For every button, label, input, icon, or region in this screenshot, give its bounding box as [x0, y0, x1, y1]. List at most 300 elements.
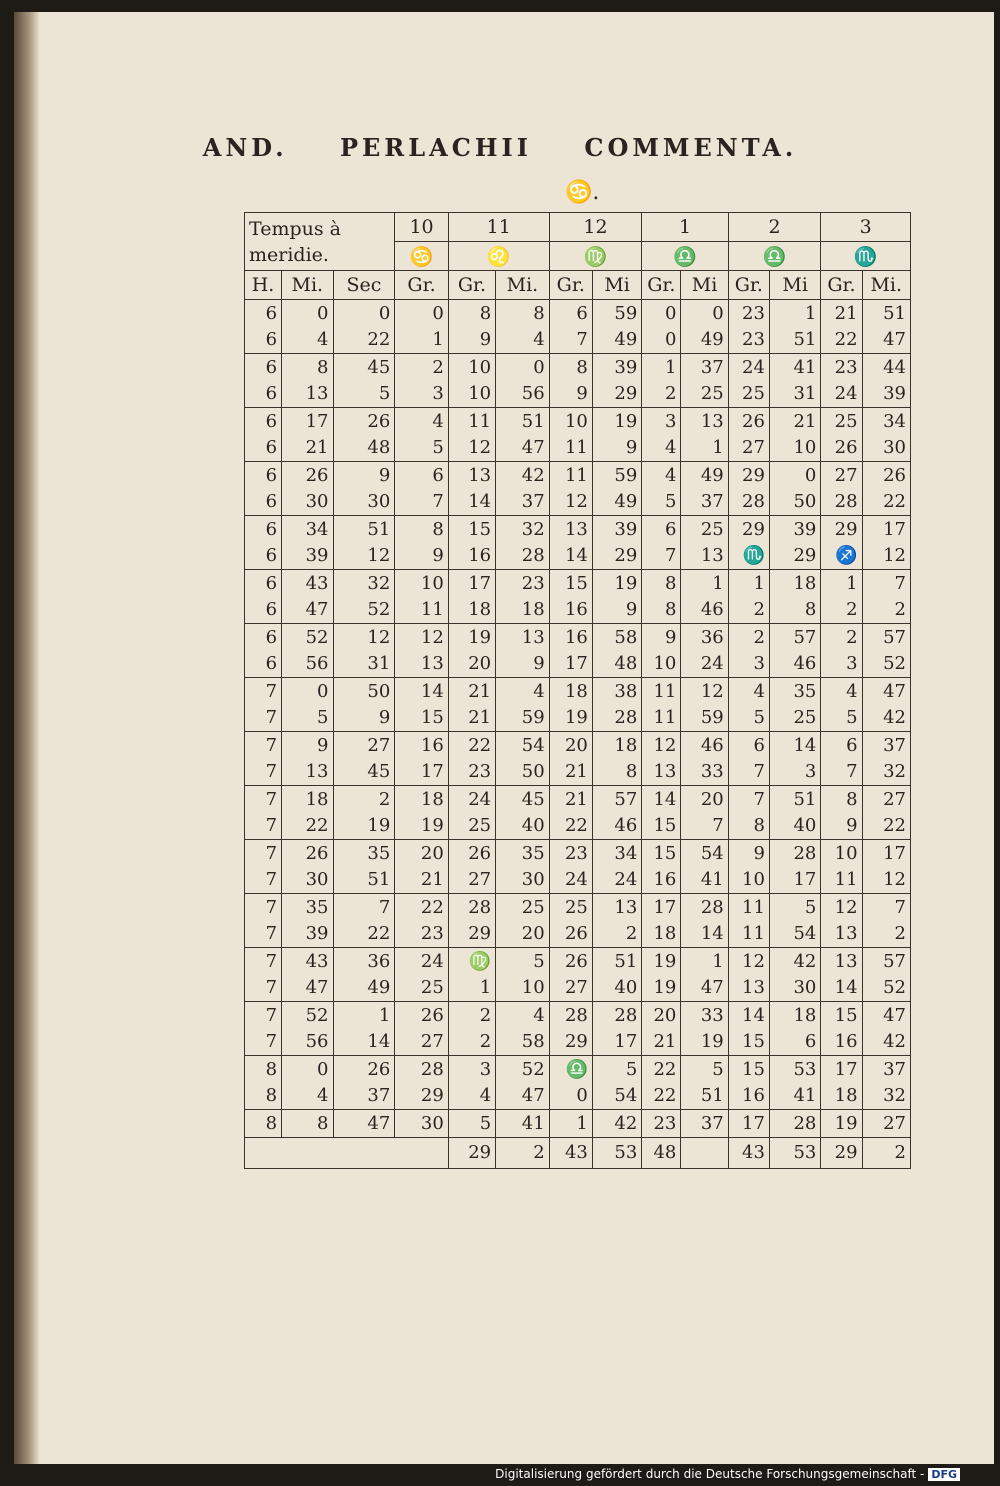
table-cell: 0	[282, 678, 333, 705]
table-cell: 29	[821, 516, 862, 543]
table-cell: 28	[769, 840, 820, 867]
table-cell: 14	[549, 543, 592, 570]
table-cell: 42	[862, 1029, 910, 1056]
table-cell: 9	[448, 327, 495, 354]
table-cell: 47	[862, 1002, 910, 1029]
table-cell: 51	[769, 327, 820, 354]
table-row	[245, 759, 911, 786]
table-cell: 7	[862, 894, 910, 921]
table-cell: 6	[245, 354, 282, 381]
sum-cell: 53	[592, 1137, 641, 1168]
table-cell: 4	[496, 1002, 550, 1029]
table-cell: 47	[282, 975, 333, 1002]
house-header: 1	[642, 213, 728, 242]
table-row	[245, 435, 911, 462]
unit-header: Mi	[681, 271, 728, 300]
table-cell: 18	[395, 786, 449, 813]
unit-header: Gr.	[642, 271, 681, 300]
sums-row	[245, 1137, 911, 1168]
table-cell: 7	[245, 921, 282, 948]
table-cell: 10	[448, 354, 495, 381]
table-cell: 34	[592, 840, 641, 867]
table-cell: 32	[862, 1083, 910, 1110]
table-cell: 49	[592, 489, 641, 516]
table-cell: 17	[862, 516, 910, 543]
zodiac-sign-header: ♋	[395, 242, 449, 271]
table-cell: 18	[592, 732, 641, 759]
table-cell: 21	[448, 678, 495, 705]
table-cell: 51	[592, 948, 641, 975]
table-cell: 6	[245, 516, 282, 543]
table-cell: 4	[395, 408, 449, 435]
table-cell: 1	[681, 570, 728, 597]
table-cell: 8	[282, 354, 333, 381]
table-cell: 7	[245, 1029, 282, 1056]
table-cell: 0	[496, 354, 550, 381]
table-cell: 27	[862, 786, 910, 813]
table-cell: 0	[282, 300, 333, 327]
zodiac-sign-header: ♌	[448, 242, 549, 271]
table-cell: 23	[821, 354, 862, 381]
table-cell: 56	[282, 1029, 333, 1056]
table-cell: 59	[592, 300, 641, 327]
table-cell: 4	[448, 1083, 495, 1110]
table-row	[245, 408, 911, 435]
table-cell: 24	[448, 786, 495, 813]
table-cell: 7	[245, 813, 282, 840]
table-cell: 5	[592, 1056, 641, 1083]
table-cell: 33	[681, 1002, 728, 1029]
table-cell: 17	[395, 759, 449, 786]
table-cell: 3	[642, 408, 681, 435]
table-cell: 7	[245, 975, 282, 1002]
table-cell: 8	[245, 1056, 282, 1083]
table-cell: 8	[282, 1110, 333, 1138]
table-cell: 22	[448, 732, 495, 759]
table-cell: 5	[642, 489, 681, 516]
table-cell: 12	[862, 543, 910, 570]
house-header: 12	[549, 213, 642, 242]
sum-cell: 48	[642, 1137, 681, 1168]
table-cell: 0	[282, 1056, 333, 1083]
table-cell: 30	[282, 867, 333, 894]
table-cell: 6	[821, 732, 862, 759]
unit-header: Gr.	[728, 271, 769, 300]
page-gutter-shadow	[14, 12, 40, 1464]
table-cell: 13	[282, 759, 333, 786]
house-header: 3	[821, 213, 911, 242]
table-cell: 6	[245, 327, 282, 354]
table-cell: 16	[728, 1083, 769, 1110]
table-cell: 47	[496, 1083, 550, 1110]
table-cell: 19	[395, 813, 449, 840]
table-cell: 52	[862, 975, 910, 1002]
table-cell: 4	[642, 435, 681, 462]
dfg-logo: DFG	[928, 1468, 960, 1481]
table-row	[245, 894, 911, 921]
ephemeris-table	[244, 212, 911, 1169]
digitization-footer	[495, 1467, 960, 1481]
table-cell: 11	[395, 597, 449, 624]
table-cell: 6	[642, 516, 681, 543]
table-cell: 13	[448, 462, 495, 489]
table-cell: 6	[245, 435, 282, 462]
table-row	[245, 462, 911, 489]
table-cell: 53	[769, 1056, 820, 1083]
table-row	[245, 948, 911, 975]
table-cell: 6	[245, 651, 282, 678]
table-cell: 0	[642, 300, 681, 327]
table-cell: 6	[245, 570, 282, 597]
table-cell: 19	[333, 813, 395, 840]
table-cell: 8	[769, 597, 820, 624]
table-cell: 9	[642, 624, 681, 651]
table-cell: 2	[862, 921, 910, 948]
table-cell: 22	[862, 489, 910, 516]
table-cell: 12	[448, 435, 495, 462]
unit-header: H.	[245, 271, 282, 300]
table-cell: 46	[592, 813, 641, 840]
table-cell: 9	[496, 651, 550, 678]
unit-header: Mi.	[496, 271, 550, 300]
table-cell: 1	[549, 1110, 592, 1138]
table-cell: 13	[728, 975, 769, 1002]
table-cell: 10	[728, 867, 769, 894]
table-cell: 11	[642, 678, 681, 705]
table-cell: 29	[728, 462, 769, 489]
table-cell: 7	[681, 813, 728, 840]
table-cell: 35	[769, 678, 820, 705]
table-cell: 9	[395, 543, 449, 570]
table-cell: 37	[333, 1083, 395, 1110]
table-cell: 17	[642, 894, 681, 921]
table-cell: 13	[821, 921, 862, 948]
table-cell: 27	[395, 1029, 449, 1056]
table-cell: 13	[395, 651, 449, 678]
table-cell: 45	[496, 786, 550, 813]
table-cell: 26	[282, 840, 333, 867]
table-cell: ♎	[549, 1056, 592, 1083]
table-cell: 39	[592, 516, 641, 543]
table-cell: 6	[245, 624, 282, 651]
table-cell: 54	[769, 921, 820, 948]
table-cell: 4	[282, 1083, 333, 1110]
table-cell: 20	[642, 1002, 681, 1029]
table-cell: 2	[395, 354, 449, 381]
table-cell: 8	[245, 1083, 282, 1110]
table-cell: 2	[728, 597, 769, 624]
table-cell: 28	[769, 1110, 820, 1138]
table-cell: 26	[282, 462, 333, 489]
table-cell: 22	[642, 1083, 681, 1110]
table-cell: 48	[592, 651, 641, 678]
unit-header: Mi.	[282, 271, 333, 300]
unit-header: Mi.	[862, 271, 910, 300]
table-cell: 2	[728, 624, 769, 651]
table-cell: 32	[333, 570, 395, 597]
table-cell: 4	[282, 327, 333, 354]
table-cell: 25	[496, 894, 550, 921]
table-cell: 36	[681, 624, 728, 651]
sum-cell: 2	[862, 1137, 910, 1168]
table-cell: 10	[395, 570, 449, 597]
table-row	[245, 678, 911, 705]
table-row	[245, 1083, 911, 1110]
table-cell: 23	[549, 840, 592, 867]
table-cell: 8	[592, 759, 641, 786]
table-cell: 12	[821, 894, 862, 921]
table-cell: 2	[592, 921, 641, 948]
table-cell: 13	[592, 894, 641, 921]
table-cell: 17	[862, 840, 910, 867]
table-cell: 40	[592, 975, 641, 1002]
table-cell: 1	[642, 354, 681, 381]
table-cell: 21	[395, 867, 449, 894]
footer-text: Digitalisierung gefördert durch die Deutsche Forschungsgemeinschaft -	[495, 1467, 925, 1481]
table-cell: 51	[769, 786, 820, 813]
table-cell: 50	[496, 759, 550, 786]
table-cell: 46	[769, 651, 820, 678]
table-cell: 7	[642, 543, 681, 570]
table-cell: 24	[728, 354, 769, 381]
table-row	[245, 1029, 911, 1056]
table-cell: 19	[821, 1110, 862, 1138]
zodiac-sign-header: ♏	[821, 242, 911, 271]
table-cell: 13	[549, 516, 592, 543]
table-cell: 8	[728, 813, 769, 840]
table-row	[245, 624, 911, 651]
table-cell: 41	[496, 1110, 550, 1138]
table-cell: 45	[333, 354, 395, 381]
table-cell: 29	[592, 543, 641, 570]
table-cell: 45	[333, 759, 395, 786]
table-cell: 5	[395, 435, 449, 462]
table-cell: 58	[592, 624, 641, 651]
table-row	[245, 354, 911, 381]
table-row	[245, 489, 911, 516]
table-row	[245, 867, 911, 894]
table-cell: 30	[862, 435, 910, 462]
table-cell: 47	[333, 1110, 395, 1138]
table-cell: 12	[333, 624, 395, 651]
table-cell: 49	[592, 327, 641, 354]
table-cell: 27	[728, 435, 769, 462]
table-cell: 50	[769, 489, 820, 516]
table-cell: 2	[448, 1002, 495, 1029]
table-row	[245, 543, 911, 570]
table-cell: 24	[592, 867, 641, 894]
table-cell: 5	[496, 948, 550, 975]
table-row	[245, 516, 911, 543]
table-row	[245, 705, 911, 732]
table-cell: 21	[448, 705, 495, 732]
table-cell: 5	[282, 705, 333, 732]
table-cell: 29	[592, 381, 641, 408]
table-cell: 6	[549, 300, 592, 327]
table-cell: 7	[333, 894, 395, 921]
table-cell: 39	[282, 543, 333, 570]
sum-cell: 43	[549, 1137, 592, 1168]
table-cell: 25	[681, 516, 728, 543]
table-cell: 59	[496, 705, 550, 732]
table-cell: 20	[448, 651, 495, 678]
house-header: 10	[395, 213, 449, 242]
table-cell: 48	[333, 435, 395, 462]
table-cell: 8	[448, 300, 495, 327]
sum-cell	[245, 1137, 449, 1168]
zodiac-sign-header: ♍	[549, 242, 642, 271]
table-cell: 7	[728, 786, 769, 813]
table-cell: 26	[448, 840, 495, 867]
table-cell: 26	[821, 435, 862, 462]
table-cell: 35	[496, 840, 550, 867]
table-cell: 37	[862, 732, 910, 759]
table-cell: 2	[821, 624, 862, 651]
table-cell: 17	[821, 1056, 862, 1083]
table-cell: 19	[448, 624, 495, 651]
table-cell: 21	[769, 408, 820, 435]
table-cell: 23	[496, 570, 550, 597]
table-cell: 24	[549, 867, 592, 894]
table-row	[245, 327, 911, 354]
table-cell: 47	[862, 327, 910, 354]
table-cell: 9	[592, 435, 641, 462]
table-cell: 7	[245, 732, 282, 759]
table-cell: 51	[681, 1083, 728, 1110]
table-cell: 9	[728, 840, 769, 867]
page-header	[0, 133, 1000, 162]
table-cell: 29	[769, 543, 820, 570]
table-cell: 57	[592, 786, 641, 813]
table-cell: 47	[862, 678, 910, 705]
table-cell: 13	[681, 543, 728, 570]
table-row	[245, 975, 911, 1002]
table-cell: 47	[496, 435, 550, 462]
table-cell: 8	[642, 570, 681, 597]
sum-cell: 43	[728, 1137, 769, 1168]
table-cell: 56	[282, 651, 333, 678]
table-cell: 19	[681, 1029, 728, 1056]
table-cell: 12	[642, 732, 681, 759]
table-cell: 1	[395, 327, 449, 354]
table-cell: 20	[395, 840, 449, 867]
table-cell: 28	[496, 543, 550, 570]
table-cell: 39	[862, 381, 910, 408]
table-cell: 2	[862, 597, 910, 624]
table-cell: 4	[496, 678, 550, 705]
table-cell: 6	[245, 462, 282, 489]
table-cell: 46	[681, 732, 728, 759]
table-cell: 29	[448, 921, 495, 948]
table-cell: 22	[862, 813, 910, 840]
table-cell: 15	[395, 705, 449, 732]
table-cell: 13	[282, 381, 333, 408]
table-cell: 11	[549, 462, 592, 489]
table-cell: 25	[728, 381, 769, 408]
table-cell: 25	[681, 381, 728, 408]
table-cell: 18	[769, 1002, 820, 1029]
table-cell: 9	[333, 462, 395, 489]
table-cell: 50	[333, 678, 395, 705]
table-cell: 7	[245, 867, 282, 894]
table-cell: 24	[681, 651, 728, 678]
table-cell: 4	[728, 678, 769, 705]
table-cell: 16	[549, 624, 592, 651]
table-cell: 7	[821, 759, 862, 786]
table-cell: 17	[592, 1029, 641, 1056]
table-cell: 22	[333, 327, 395, 354]
table-row	[245, 786, 911, 813]
table-cell: 7	[245, 786, 282, 813]
table-cell: 6	[769, 1029, 820, 1056]
table-cell: 22	[821, 327, 862, 354]
table-cell: 26	[333, 408, 395, 435]
table-cell: 25	[821, 408, 862, 435]
table-cell: 22	[549, 813, 592, 840]
table-cell: 5	[333, 381, 395, 408]
table-cell: 14	[395, 678, 449, 705]
table-cell: 1	[821, 570, 862, 597]
table-cell: 27	[821, 462, 862, 489]
table-cell: 25	[395, 975, 449, 1002]
table-cell: 19	[592, 408, 641, 435]
header-word: PERLACHII	[339, 133, 532, 162]
table-cell: 40	[769, 813, 820, 840]
table-cell: 19	[642, 975, 681, 1002]
table-cell: 0	[395, 300, 449, 327]
table-cell: 57	[862, 624, 910, 651]
table-cell: 52	[862, 651, 910, 678]
table-cell: 49	[681, 462, 728, 489]
table-cell: 47	[681, 975, 728, 1002]
table-cell: 10	[821, 840, 862, 867]
table-cell: 15	[728, 1056, 769, 1083]
table-cell: 1	[769, 300, 820, 327]
table-cell: 10	[642, 651, 681, 678]
table-cell: 49	[681, 327, 728, 354]
table-cell: 13	[642, 759, 681, 786]
table-cell: 58	[496, 1029, 550, 1056]
table-cell: 8	[245, 1110, 282, 1138]
sum-cell: 29	[448, 1137, 495, 1168]
table-row	[245, 381, 911, 408]
table-cell: 0	[549, 1083, 592, 1110]
table-cell: 28	[395, 1056, 449, 1083]
table-cell: 25	[769, 705, 820, 732]
table-cell: 24	[395, 948, 449, 975]
table-cell: 19	[549, 705, 592, 732]
table-cell: 6	[245, 597, 282, 624]
table-cell: 3	[769, 759, 820, 786]
table-cell: 11	[448, 408, 495, 435]
table-cell: 51	[333, 867, 395, 894]
table-cell: 14	[769, 732, 820, 759]
table-cell: 42	[592, 1110, 641, 1138]
table-cell: 22	[395, 894, 449, 921]
table-row	[245, 651, 911, 678]
table-cell: 39	[282, 921, 333, 948]
table-row	[245, 732, 911, 759]
table-cell: ♍	[448, 948, 495, 975]
table-cell: 15	[549, 570, 592, 597]
table-row	[245, 1002, 911, 1029]
table-cell: 5	[681, 1056, 728, 1083]
table-cell: 20	[681, 786, 728, 813]
unit-header: Gr.	[448, 271, 495, 300]
table-cell: 13	[681, 408, 728, 435]
table-cell: 3	[821, 651, 862, 678]
table-cell: 0	[681, 300, 728, 327]
